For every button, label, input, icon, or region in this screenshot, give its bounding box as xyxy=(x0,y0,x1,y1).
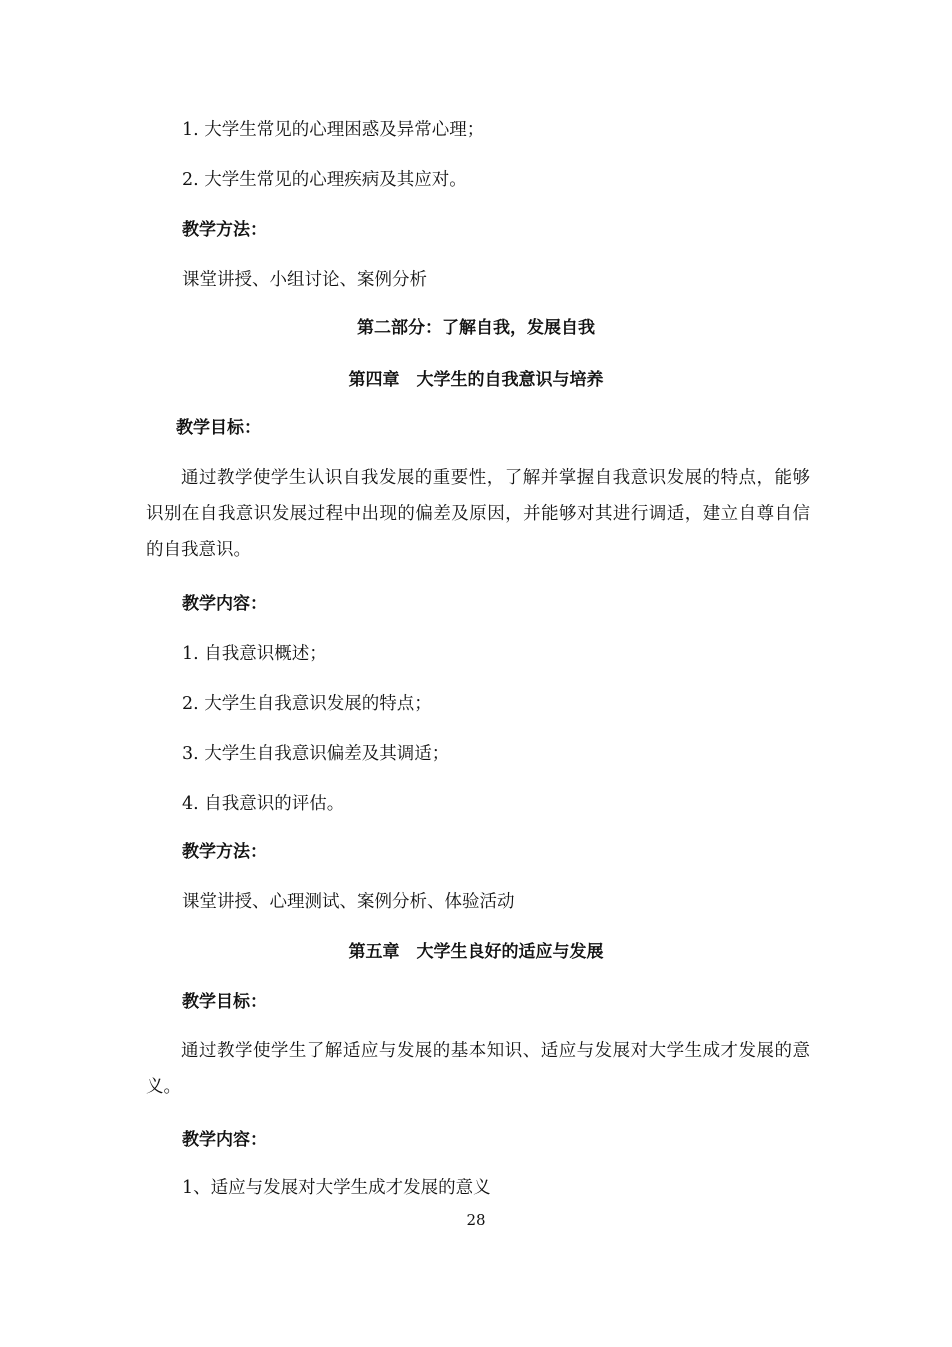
ch4-item: 4. 自我意识的评估。 xyxy=(182,794,345,814)
ch4-goal-text: 通过教学使学生认识自我发展的重要性，了解并掌握自我意识发展的特点，能够识别在自我意识发展过程中出现的偏差及原因，并能够对其进行调适，建立自尊自信的自我意识。 xyxy=(146,468,810,560)
ch4-item: 1. 自我意识概述； xyxy=(182,644,327,664)
ch4-content-heading: 教学内容： xyxy=(182,594,267,614)
chapter-5-title: 第五章 大学生良好的适应与发展 xyxy=(348,942,604,962)
ch5-content-heading: 教学内容： xyxy=(182,1130,267,1150)
ch4-item: 3. 大学生自我意识偏差及其调适； xyxy=(182,744,450,764)
ch4-goal-heading: 教学目标： xyxy=(176,418,261,438)
method-text: 课堂讲授、小组讨论、案例分析 xyxy=(182,270,427,290)
ch5-goal-text: 通过教学使学生了解适应与发展的基本知识、适应与发展对大学生成才发展的意义。 xyxy=(146,1041,810,1097)
ch5-goal-heading: 教学目标： xyxy=(182,992,267,1012)
ch5-item: 1、适应与发展对大学生成才发展的意义 xyxy=(182,1178,491,1198)
method-heading: 教学方法： xyxy=(182,220,267,240)
ch4-method-heading: 教学方法： xyxy=(182,842,267,862)
ch4-method-text: 课堂讲授、心理测试、案例分析、体验活动 xyxy=(182,892,515,912)
ch4-item: 2. 大学生自我意识发展的特点； xyxy=(182,694,432,714)
page-number: 28 xyxy=(466,1211,486,1229)
part-title: 第二部分：了解自我，发展自我 xyxy=(357,318,595,338)
chapter-4-title: 第四章 大学生的自我意识与培养 xyxy=(348,370,604,390)
content-item-1: 1. 大学生常见的心理困惑及异常心理； xyxy=(182,120,485,140)
content-item-2: 2. 大学生常见的心理疾病及其应对。 xyxy=(182,170,467,190)
